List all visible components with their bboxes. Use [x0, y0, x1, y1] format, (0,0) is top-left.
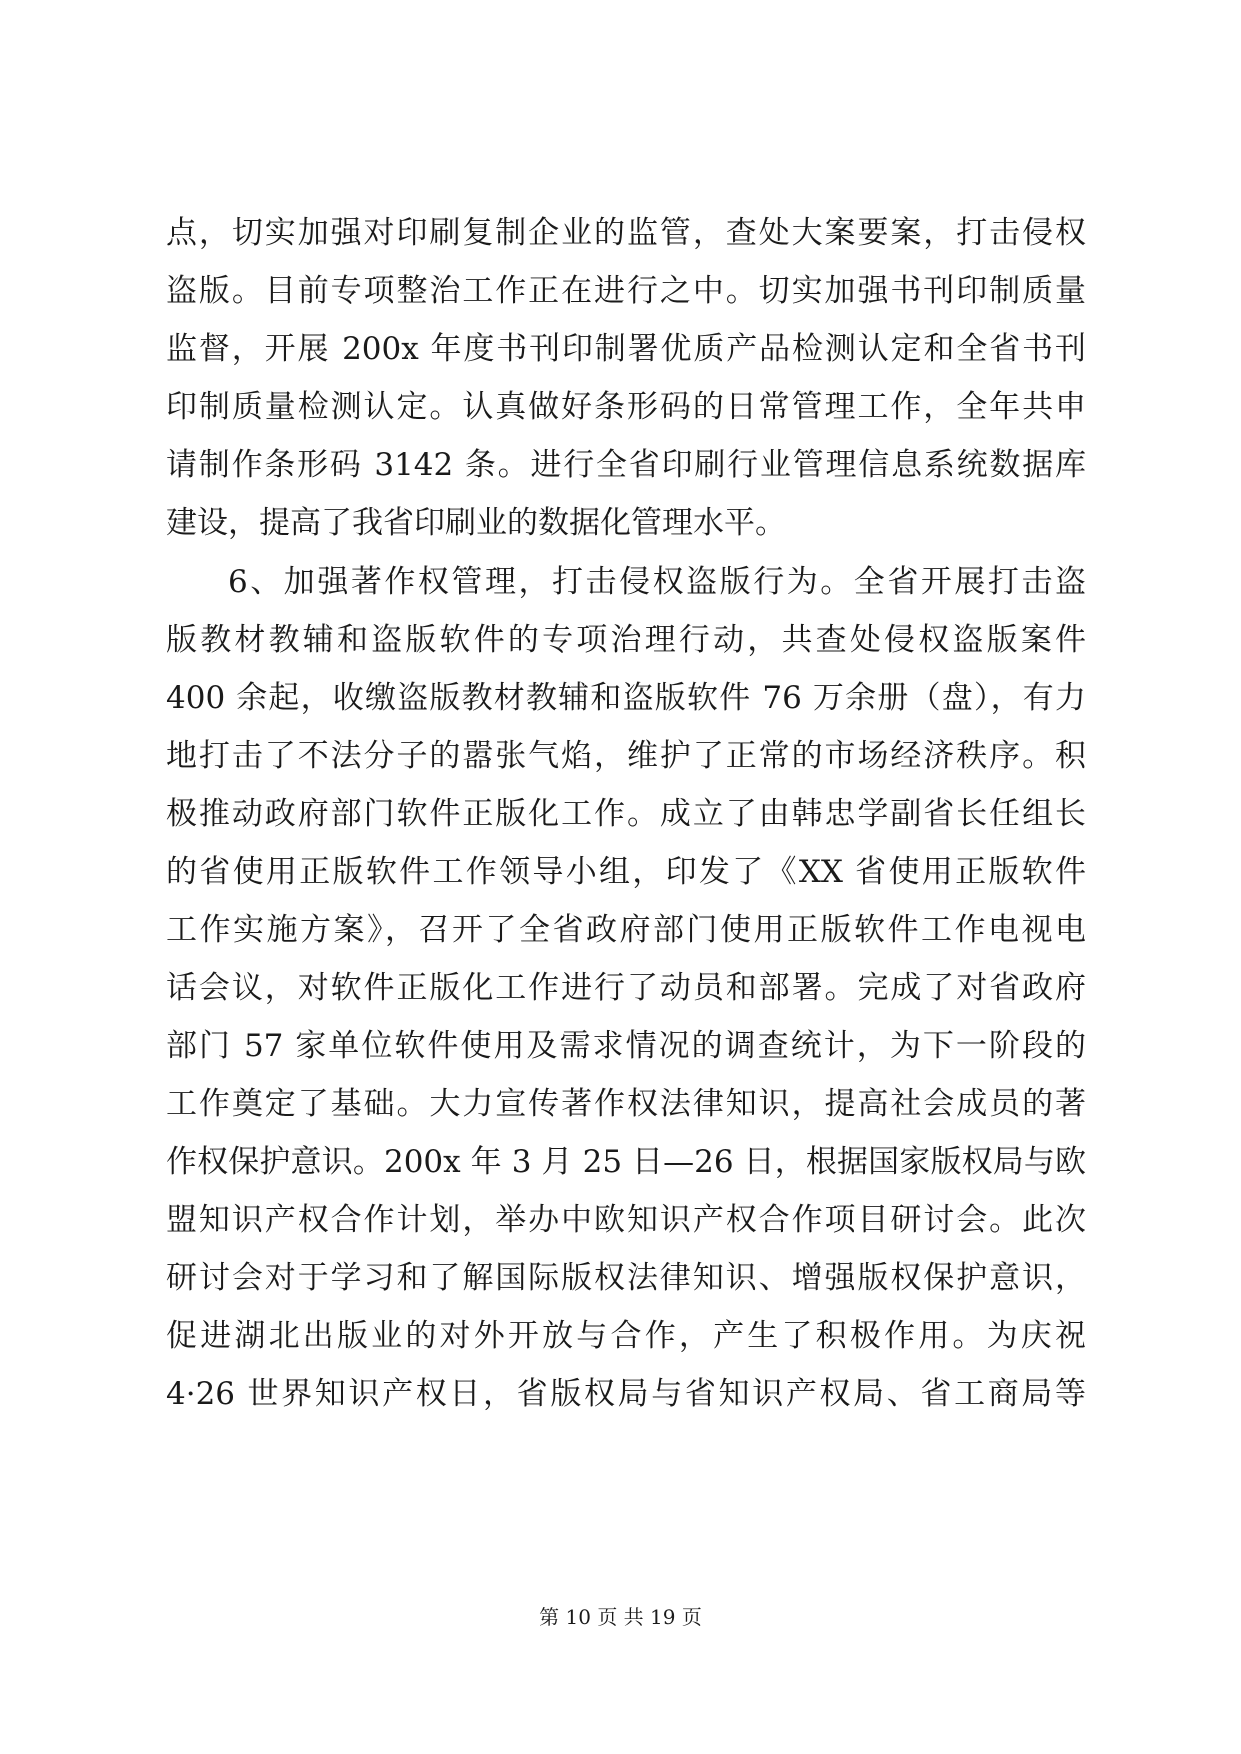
body-text-line: 地打击了不法分子的嚣张气焰，维护了正常的市场经济秩序。积 — [166, 738, 1086, 774]
body-text-line: 点，切实加强对印刷复制企业的监管，查处大案要案，打击侵权 — [166, 215, 1086, 251]
body-text-line: 版教材教辅和盗版软件的专项治理行动，共查处侵权盗版案件 — [166, 622, 1086, 658]
body-text-line: 部门 57 家单位软件使用及需求情况的调查统计，为下一阶段的 — [166, 1028, 1086, 1064]
body-text-line: 促进湖北出版业的对外开放与合作，产生了积极作用。为庆祝 — [166, 1318, 1086, 1354]
page-number-footer: 第 10 页 共 19 页 — [539, 1605, 702, 1629]
body-text-line: 研讨会对于学习和了解国际版权法律知识、增强版权保护意识， — [166, 1260, 1086, 1296]
body-text-line: 工作实施方案》，召开了全省政府部门使用正版软件工作电视电 — [166, 912, 1086, 948]
body-text-line: 作权保护意识。200x 年 3 月 25 日—26 日，根据国家版权局与欧 — [166, 1144, 1086, 1180]
body-text-line: 盗版。目前专项整治工作正在进行之中。切实加强书刊印制质量 — [166, 273, 1086, 309]
body-text-line: 4·26 世界知识产权日，省版权局与省知识产权局、省工商局等 — [166, 1376, 1086, 1412]
body-text-line: 话会议，对软件正版化工作进行了动员和部署。完成了对省政府 — [166, 970, 1086, 1006]
body-text-line: 监督，开展 200x 年度书刊印制署优质产品检测认定和全省书刊 — [166, 331, 1086, 367]
body-text-line: 极推动政府部门软件正版化工作。成立了由韩忠学副省长任组长 — [166, 796, 1086, 832]
body-text-line: 请制作条形码 3142 条。进行全省印刷行业管理信息系统数据库 — [166, 447, 1086, 483]
body-text-line: 工作奠定了基础。大力宣传著作权法律知识，提高社会成员的著 — [166, 1086, 1086, 1122]
body-text-line: 建设，提高了我省印刷业的数据化管理水平。 — [166, 505, 786, 541]
body-text-line: 盟知识产权合作计划，举办中欧知识产权合作项目研讨会。此次 — [166, 1202, 1086, 1238]
body-text-line: 印制质量检测认定。认真做好条形码的日常管理工作，全年共申 — [166, 389, 1086, 425]
body-text-line: 400 余起，收缴盗版教材教辅和盗版软件 76 万余册（盘），有力 — [166, 680, 1086, 716]
body-text-line: 的省使用正版软件工作领导小组，印发了《XX 省使用正版软件 — [166, 854, 1086, 890]
paragraph-start-line: 6、加强著作权管理，打击侵权盗版行为。全省开展打击盗 — [228, 564, 1086, 600]
